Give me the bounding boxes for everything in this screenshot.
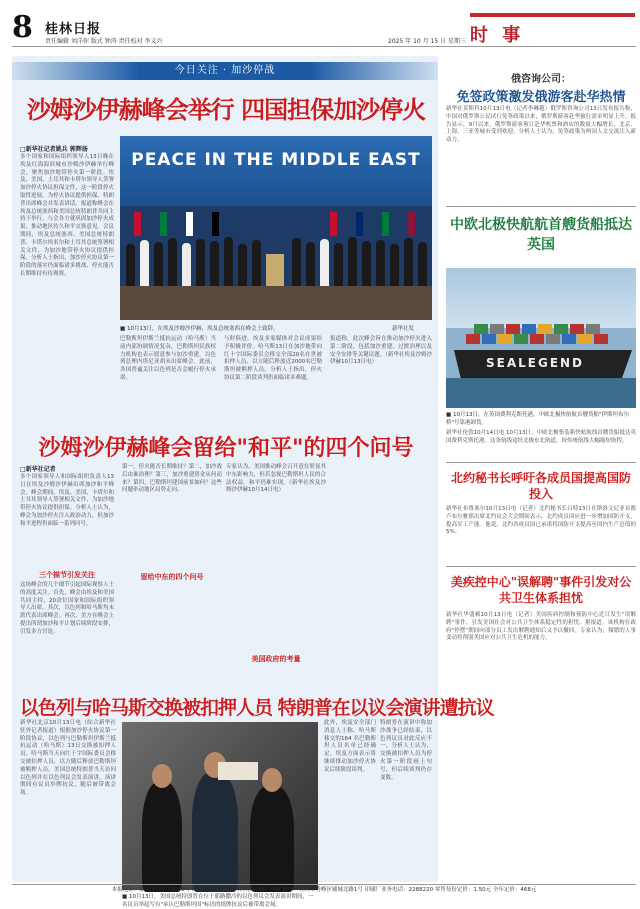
right-story1-kicker: 俄咨询公司： [511,74,571,85]
right-story1-headline: 免签政策激发俄游客赴华热情 [456,90,626,105]
right-story2-body: 新华社伦敦10月14日电 10月13日，中欧北极集装箱快航航线首艘货船抵达英国费利克斯托港。这条航线途经北极东北航道，较传统航线大幅缩短航程。 [446,430,636,444]
story1-headline: 沙姆沙伊赫峰会举行 四国担保加沙停火 [26,95,426,124]
story2-col2: 第一，停火能否长期维持？第二，加沙战后由谁治理？第三，加沙重建资金从何而来？第四，巴勒斯坦建国前景如何？这些问题牵动地区局势走向。 [122,464,222,494]
banner-label: 今日关注 · 加沙停战 [174,65,276,76]
header-divider [12,46,636,47]
story2-body: 多个国家领导人和国际组织负责人13日在埃及沙姆沙伊赫出席加沙和平峰会。峰会期间，埃及、美国、卡塔尔和土耳其领导人签署相关文件，为加沙地带停火协议提供担保。分析人士认为，峰会为加沙停火注入政治动力，但加沙和平进程仍面临一系列问号。 [20,474,114,527]
right-story4-headline: 美疾控中心"误解聘"事件引发对公共卫生体系担忧 [450,575,632,605]
section-title: 时 事 [470,25,525,46]
section-label [470,13,635,46]
story3-col3: 此外，埃及安全部门消息人士称，哈马斯移交的164 名巴勒斯坦人员名单已经确定。埃及方面表示将继续推动加沙停火协议后续阶段谈判。 [324,720,376,773]
story2-subhead2: 留给中东的四个问号 [140,573,204,581]
knesset-photo [122,722,318,890]
page-footer: 本报地址：临桂区山水大道49号 邮编：541199 桂林日报印刷厂印刷 地址：桂林市秀峰区辅城北路1号 印刷厂业务电话：2288220 零售每份定价：1.50元 全年定价：468元 [12,884,636,896]
story3-body: 新华社北京10月13日电（综合新华社驻外记者报道）根据加沙停火协议第一阶段协议，以色列与巴勒斯坦伊斯兰抵抗运动（哈马斯）13日交换被扣押人员。哈马斯当天向红十字国际委员会移交被扣押人员，以方随后释放巴勒斯坦被羁押人员。美国总统特朗普当天访问以色列并在以色列议会发表演讲，演讲期间有议员举牌抗议，随后被带离会场。 [20,720,116,797]
summit-photo [120,136,432,320]
story1-byline: □新华社记者姚兵 郭辉扬 [20,146,88,153]
story2-subhead1: 三个描节引发关注 [39,571,95,579]
feature-banner [12,62,438,80]
right-story3-body: 新华社布鲁塞尔10月13日电（记者）北约秘书长吕特13日在斯洛文尼亚首都卢布尔雅那出席北约议会大会期间表示，北约成员国应进一步增加国防开支，提高军工产能。他说，北约各成员国已承诺将国防开支提高至国内生产总值的5%。 [446,506,636,536]
story2-byline: □新华社记者 [20,466,56,473]
divider [446,206,636,207]
story2-subhead3: 美国政府的考量 [251,655,301,663]
story3-headline: 以色列与哈马斯交换被扣押人员 特朗普在以议会演讲遭抗议 [20,697,494,719]
story1-body: 多个国家和国际组织领导人13日晚在埃及红海海滨城市沙姆沙伊赫举行峰会，聚焦加沙地带停火第一阶段。埃及、美国、土耳其和卡塔尔领导人签署加沙停火协议担保文件，这一阶段停火取得进展，为停火协议提供担保。特朗普出席峰会并发表讲话。报道称峰会在埃及总统塞西和美国总统特朗普共同主持下举行，与会各方就巩固加沙停火成果、推动地区持久和平交换意见。会议期间，埃及总统塞西、美国总统特朗普、卡塔尔埃米尔和土耳其总统签署相关文件，为加沙地带停火协议提供担保。分析人士指出，加沙停火协议第一阶段的落实仍面临诸多挑战，停火能否长期维持有待观察。 [20,154,114,277]
right-story4-body: 新华社华盛顿10月13日电（记者）美国疾病控制和预防中心近日发生"误解聘"事件，引发美国社会对公共卫生体系稳定性的担忧。据报道，该机构在政府"停摆"期间向部分员工发出解聘通知后又予以撤回。专家认为，频繁的人事变动将削弱美国应对公共卫生危机的能力。 [446,612,636,642]
story1-col3: 巴勒斯坦伊斯兰抵抗运动（哈马斯）当前内部协调情况复杂，巴勒斯坦民族权力机构也表示愿意参与加沙重建。以色列总理内塔尼亚胡未出席峰会。此前，各国普遍关注以色列是否会履行停火承诺。 [120,336,216,381]
divider [446,566,636,567]
story1-col4: 与时俱进，埃及多家媒体对会议成果给予积极评价。哈马斯13日在加沙地带向红十字国际委员会移交全部20名在世被扣押人员，以方随后释放近2000名巴勒斯坦被羁押人员。分析人士指出，停火协议第二阶段谈判仍面临诸多难题。 [224,336,322,381]
ship-name: SEALEGEND [486,356,585,370]
stage-floor [120,286,432,320]
protest-sign [218,762,258,780]
story1-photo-caption: ■ 10月13日，在埃及沙姆沙伊赫，埃及总统塞西在峰会上致辞。 [120,326,279,332]
divider [446,462,636,463]
page-header [0,0,640,48]
story3-col4: 特朗普在演讲中称加沙战争已经结束，以色列议员对此反应不一。分析人士认为，交换被扣押人员为停火第一阶段画上句号，但后续谈判仍存变数。 [380,720,432,781]
right-story3-headline: 北约秘书长呼吁各成员国提高国防投入 [450,471,631,501]
story1-photo-credit: 新华社发 [392,326,415,332]
photo-backdrop [120,136,432,206]
page-number: 8 [12,10,33,45]
issue-date: 2025 年 10 月 15 日 星期三 [388,38,466,45]
right-story2-headline: 中欧北极快航航首艘货船抵达英国 [450,217,632,253]
paper-name: 桂林日报 [45,22,102,37]
story3-photo-caption: ■ 10月13日，美国总统特朗普在位于耶路撒冷的以色列议会发表演讲期间，一名议员举起写有"承认巴勒斯坦国"标语的纸牌抗议后被带离会场。 [122,894,314,908]
story2-col3: 专家认为，美国推动峰会召开意在彰显其中东影响力，但若忽视巴勒斯坦人民的合法权益，和平仍难实现。（新华社埃及沙姆沙伊赫10月14日电） [226,464,326,494]
story2-headline: 沙姆沙伊赫峰会留给"和平"的四个问号 [38,435,414,461]
podium [266,254,284,288]
story1-col5: 报道称，此次峰会旨在推动加沙停火进入第二阶段，包括加沙重建、过渡治理以及安全安排等关键议题。（新华社埃及沙姆沙伊赫10月13日电） [330,336,432,366]
editor-credits: 责任编辑 刘洋你 版式 钟涛 责任校对 李义兴 [45,38,163,45]
backdrop-text: PEACE IN THE MIDDLE EAST [131,150,421,170]
right-story1-body: 新华社莫斯科10月13日电（记者李琳越）俄罗斯咨询公司13日发布报告称，中国对俄罗斯公民试行免签政策以来，俄罗斯游客赴华旅行需求明显上升。报告显示，9月以来，俄罗斯游客预订赴华机票和酒店的数量大幅增长，北京、上海、三亚等城市受到欢迎。分析人士认为，免签政策为两国人文交流注入新动力。 [446,106,636,144]
container-ship-photo [446,268,636,408]
story2-body2: 这场峰会的几个细节引起国际观察人士的高度关注。首先，峰会由埃及和美国共同主持，20余位国家和国际组织领导人出席。其次，以色列和哈马斯均未派代表出席峰会。再次，美方在峰会上提出所谓加沙和平计划后续阶段安排，引发多方讨论。 [20,582,114,635]
right-story2-caption: ■ 10月13日，在英国费利克斯托港，中欧北极快航航首艘货船"伊斯坦布尔桥"号靠港卸货。 [446,412,629,426]
